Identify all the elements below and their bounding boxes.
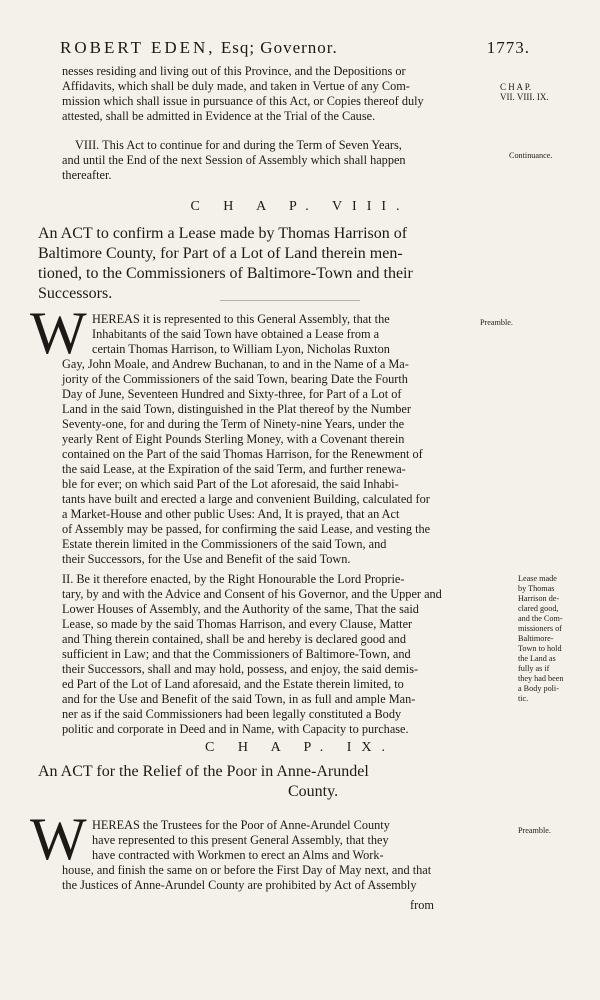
enacting-clause [62, 572, 442, 737]
text-line: a Market-House and other public Uses: And, It is prayed, that an Act [62, 507, 400, 521]
margin-preamble: Preamble. [518, 826, 551, 835]
margin-continuance: Continuance. [509, 151, 553, 160]
title-line: An ACT to confirm a Lease made by Thomas Harrison of [38, 225, 408, 242]
text-line: sufficient in Law; and that the Commissioners of Baltimore-Town, and [62, 647, 411, 661]
chapter-heading: C H A P. VIII. [190, 199, 410, 214]
text-line: Seventy-one, for and during the Term of Ninety-nine Years, under the [62, 417, 405, 431]
drop-cap: W [30, 806, 87, 872]
text-line: Gay, John Moale, and Andrew Buchanan, to and in the Name of a Ma- [62, 357, 409, 371]
text-line: the Justices of Anne-Arundel County are prohibited by Act of Assembly [62, 878, 417, 892]
text-line: and for the Use and Benefit of the said Town, in as full and ample Man- [62, 692, 416, 706]
text-line: Lease, so made by the said Thomas Harrison, and every Clause, Matter [62, 617, 413, 631]
text-line: certain Thomas Harrison, to William Lyon, Nicholas Ruxton [92, 342, 390, 356]
divider [220, 300, 360, 301]
preamble-text-cont [62, 357, 430, 567]
text-line: have contracted with Workmen to erect an Alms and Work- [92, 848, 384, 862]
text-line: Estate therein limited in the Commissioners of the said Town, and [62, 537, 387, 551]
running-header [60, 38, 530, 58]
title-line: County. [288, 783, 339, 800]
text-line: thereafter. [62, 168, 112, 182]
text-line: and until the End of the next Session of Assembly which shall happen [62, 153, 406, 167]
act-title [38, 224, 413, 304]
text-line: Inhabitants of the said Town have obtained a Lease from a [92, 327, 380, 341]
text-line: the said Lease, at the Expiration of the said Term, and further renewa- [62, 462, 406, 476]
catchword: from [410, 898, 434, 912]
title-line: Successors. [38, 285, 113, 302]
text-line: ble for ever; on which said Part of the Lot aforesaid, the said Inhabi- [62, 477, 399, 491]
text-line: yearly Rent of Eight Pounds Sterling Money, with a Covenant therein [62, 432, 405, 446]
chapter-heading: C H A P. IX. [204, 740, 396, 755]
continuation-text [62, 64, 424, 124]
text-line: attested, shall be admitted in Evidence at the Trial of the Cause. [62, 109, 376, 123]
preamble-text [92, 312, 390, 357]
text-line: tants have built and erected a large and convenient Building, calculated for [62, 492, 430, 506]
header-title: Esq; Governor. [220, 38, 338, 57]
section-viii [62, 138, 406, 183]
margin-preamble: Preamble. [480, 318, 513, 327]
text-line: of Assembly may be passed, for confirming the said Lease, and vesting the [62, 522, 431, 536]
margin-chap-label: C H A P. VII. VIII. IX. [500, 82, 549, 102]
title-line: Baltimore County, for Part of a Lot of Land therein men- [38, 245, 403, 262]
text-line: Lower Houses of Assembly, and the Authority of the same, That the said [62, 602, 419, 616]
text-line: nesses residing and living out of this Province, and the Depositions or [62, 64, 406, 78]
text-line: Land in the said Town, distinguished in the Plat thereof by the Number [62, 402, 411, 416]
preamble-text-cont [62, 863, 431, 893]
text-line: politic and corporate in Deed and in Name, with Capacity to purchase. [62, 722, 409, 736]
text-line: tary, by and with the Advice and Consent of his Governor, and the Upper and [62, 587, 442, 601]
text-line: II. Be it therefore enacted, by the Right Honourable the Lord Proprie- [62, 572, 405, 586]
text-line: VIII. This Act to continue for and during the Term of Seven Years, [75, 138, 402, 152]
text-line: their Successors, shall and may hold, possess, and enjoy, the said demis- [62, 662, 419, 676]
text-line: HEREAS it is represented to this General Assembly, that the [92, 312, 390, 326]
text-line: Affidavits, which shall be duly made, and taken in Vertue of any Com- [62, 79, 410, 93]
text-line: HEREAS the Trustees for the Poor of Anne-Arundel County [92, 818, 390, 832]
text-line: ed Part of the Lot of Land aforesaid, and the Estate therein limited, to [62, 677, 404, 691]
preamble-text [92, 818, 390, 863]
title-line: tioned, to the Commissioners of Baltimore-Town and their [38, 265, 413, 282]
text-line: contained on the Part of the said Thomas Harrison, for the Renewment of [62, 447, 423, 461]
text-line: have represented to this present General Assembly, that they [92, 833, 389, 847]
text-line: Day of June, Seventeen Hundred and Sixty-three, for Part of a Lot of [62, 387, 402, 401]
header-name: ROBERT EDEN, [60, 38, 216, 57]
text-line: mission which shall issue in pursuance of this Act, or Copies thereof duly [62, 94, 424, 108]
title-line: An ACT for the Relief of the Poor in Anne-Arundel [38, 763, 369, 780]
text-line: their Successors, for the Use and Benefit of the said Town. [62, 552, 351, 566]
text-line: house, and finish the same on or before the First Day of May next, and that [62, 863, 432, 877]
margin-note: Lease made by Thomas Harrison de- clared good, and the Com- missioners of Baltimore- Town to hold the Land as fully as if they had been a Body poli- tic. [518, 574, 564, 703]
text-line: ner as if the said Commissioners had been legally constituted a Body [62, 707, 402, 721]
text-line: jority of the Commissioners of the said Town, bearing Date the Fourth [62, 372, 408, 386]
drop-cap: W [30, 300, 87, 366]
header-year: 1773. [486, 38, 530, 57]
text-line: and Thing therein contained, shall be and hereby is declared good and [62, 632, 406, 646]
act-title [38, 762, 369, 802]
